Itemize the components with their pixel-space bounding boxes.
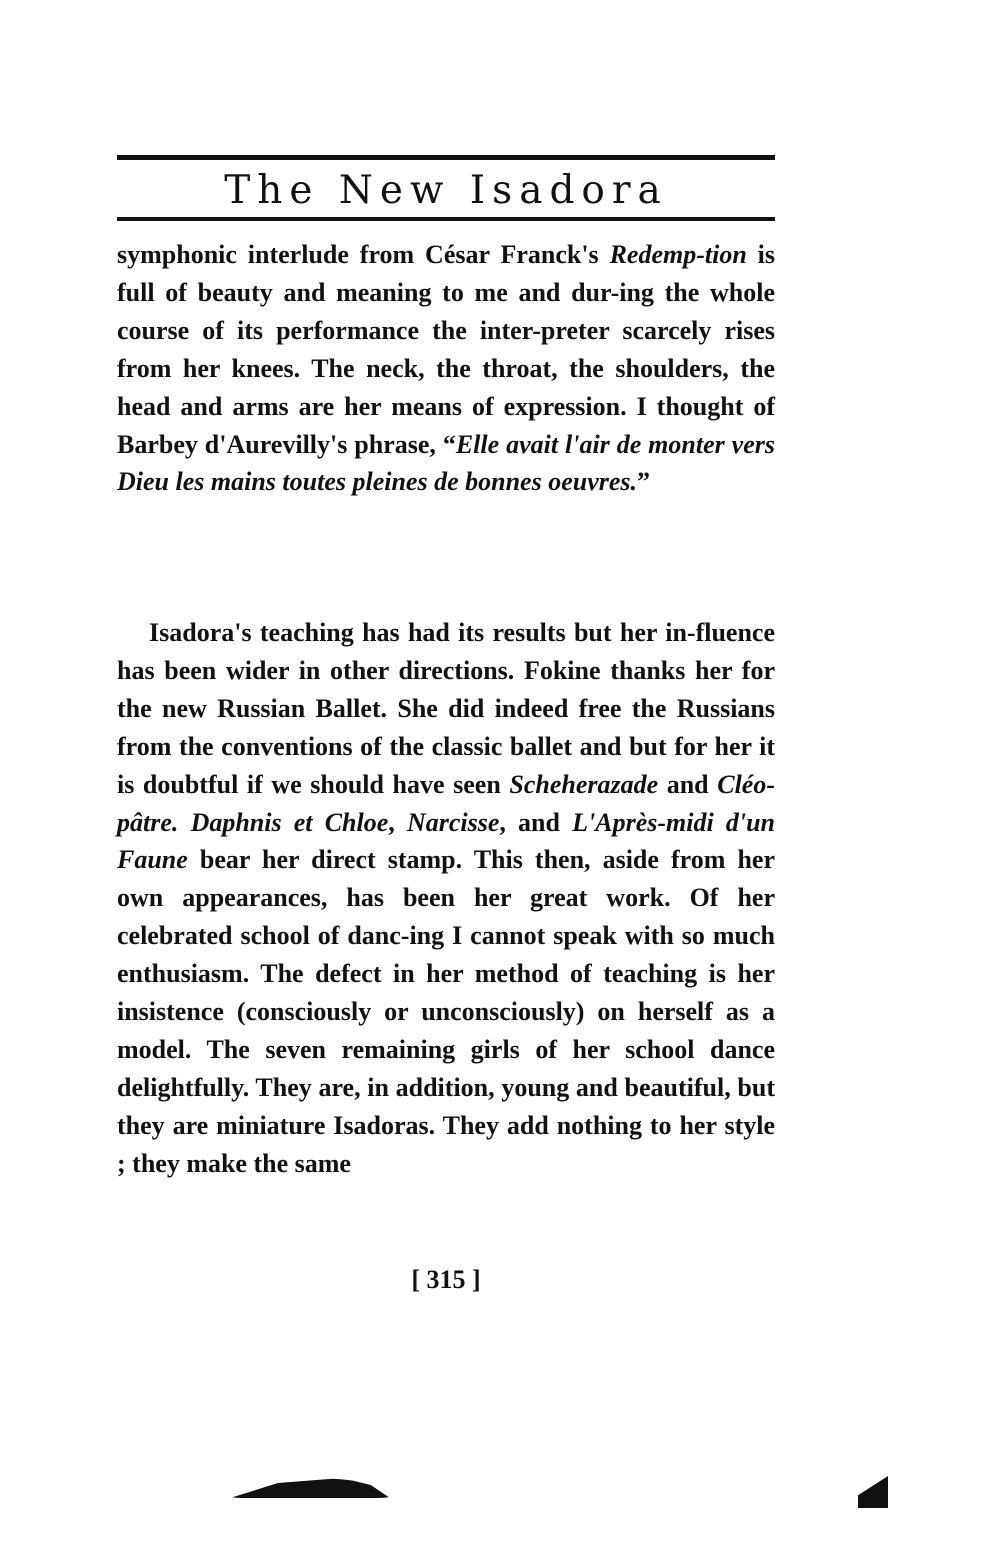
body-text: , and [499, 807, 573, 837]
page-number: [ 315 ] [411, 1265, 481, 1294]
body-text: ” [637, 467, 651, 497]
header-rule-top [117, 155, 775, 160]
body-text: bear her direct stamp. This then, aside from her own appearances, has been her great work. Of her celebrated school of danc-ing I cannot speak with so much enthusiasm. The defect in her method of teaching is her insistence (consciously or unconsciously) on herself as a model. The seven remaining girls of her school dance delightfully. They are, in addition, young and beautiful, but they are miniature Isadoras. They add nothing to her style ; they make the same [117, 845, 775, 1178]
body-text [178, 808, 190, 837]
italic-title-text: Redemp-tion [609, 240, 747, 269]
body-text: is full of beauty and meaning to me and dur-ing the whole course of its performance the inter-preter scarcely rises from her knees. The neck, the throat, the shoulders, the head and arms are her means of expression. I thought of Barbey d'Aurevilly's phrase, “ [117, 240, 776, 459]
header-rule-bottom [117, 217, 775, 221]
running-title: The New Isadora [224, 168, 668, 213]
body-text: symphonic interlude from César Franck's [117, 240, 610, 269]
italic-title-text: Cléo-pâtre. [117, 769, 775, 837]
italic-title-text: Elle avait l'air de monter vers Dieu les mains toutes pleines de bonnes oeuvres. [117, 429, 775, 497]
scan-corner-mark [858, 1476, 888, 1508]
scan-smudge-mark [230, 1478, 390, 1498]
body-text: Isadora's teaching has had its results but her in-fluence has been wider in other directions. Fokine thanks her for the new Russian Ballet. She did indeed free the Russians from the conventions of the classic ballet and but for her it is doubtful if we should have seen [117, 618, 775, 799]
paragraph-2 [117, 614, 775, 1183]
body-text: and [658, 769, 718, 799]
italic-title-text: Scheherazade [509, 769, 659, 799]
italic-title-text: Daphnis et Chloe [190, 807, 389, 837]
italic-title-text: Narcisse [406, 807, 500, 837]
paragraph-1 [117, 236, 775, 501]
italic-title-text: L'Après-midi d'un Faune [117, 807, 776, 875]
body-text: , [388, 807, 407, 837]
